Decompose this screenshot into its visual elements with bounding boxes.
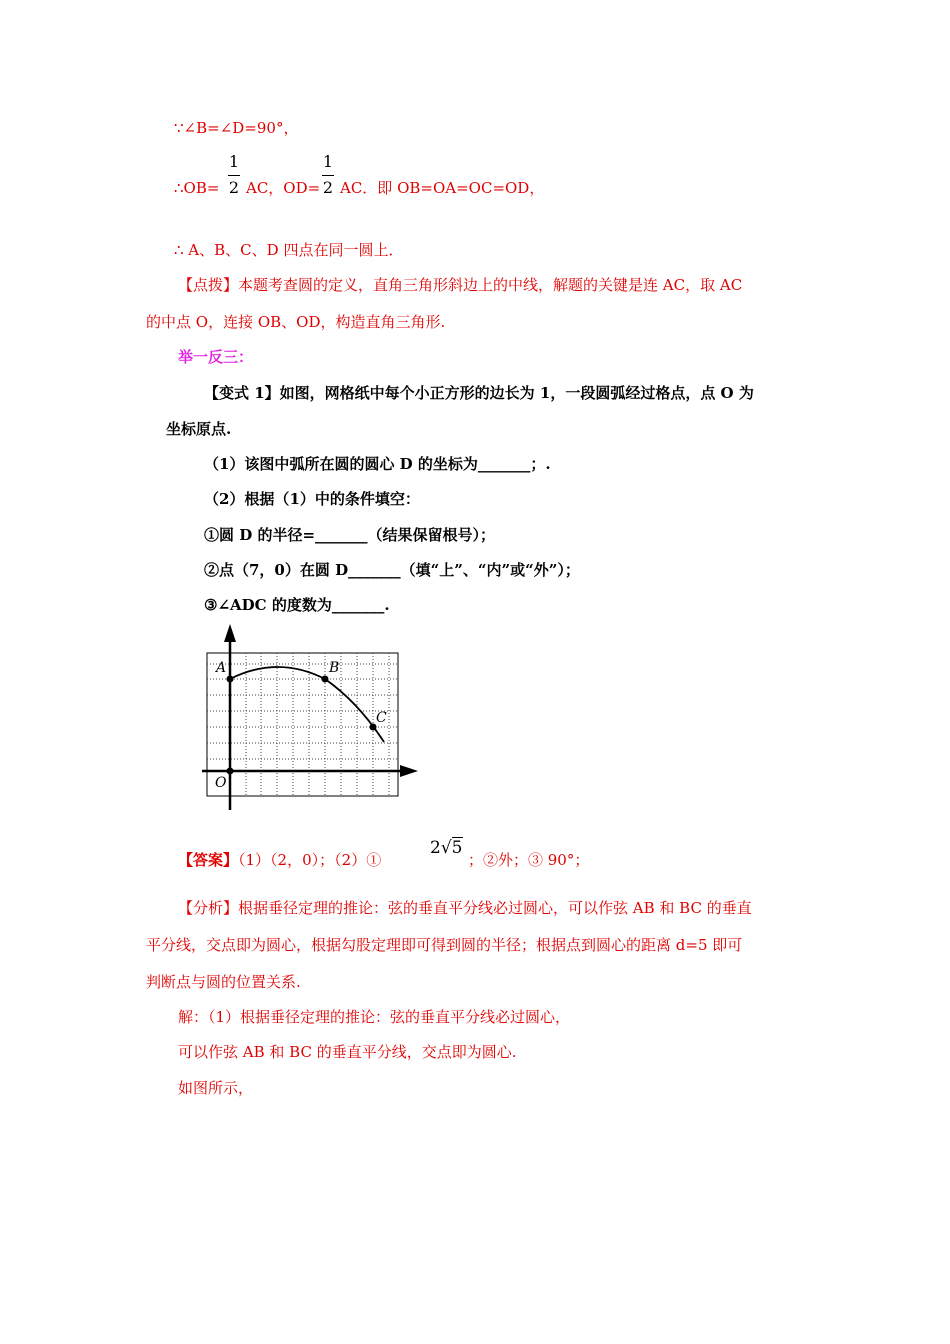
- y-axis-arrow: [224, 624, 236, 642]
- question-2: （2）根据（1）中的条件填空：: [204, 490, 420, 508]
- solution-line-1: 解：（1）根据垂径定理的推论：弦的垂直平分线必过圆心，: [178, 1008, 571, 1026]
- analysis-line-1: [178, 898, 752, 918]
- hint-text-1: 本题考查圆的定义，直角三角形斜边上的中线，解题的关键是连 AC，取 AC: [238, 276, 743, 294]
- analysis-line-2: 平分线，交点即为圆心，根据勾股定理即可得到圆的半径；根据点到圆心的距离 d=5 即可: [146, 936, 743, 954]
- answer-line: [178, 850, 381, 870]
- question-1: （1）该图中弧所在圆的圆心 D 的坐标为_______；.: [204, 455, 551, 473]
- label-a: A: [216, 660, 227, 676]
- proof-line-2c: AC．即 OB=OA=OC=OD，: [340, 179, 545, 197]
- answer-part-1: （1）（2，0）；（2）①: [238, 851, 382, 869]
- fraction-bar-2: [322, 175, 334, 176]
- answer-part-2: ；②外；③ 90°；: [468, 851, 590, 869]
- fraction-denominator-2: 2: [322, 178, 334, 197]
- sqrt-coefficient: 2: [430, 838, 441, 858]
- label-b: B: [329, 660, 340, 676]
- grid-arc-figure: [198, 620, 438, 815]
- variant-line-2: 坐标原点.: [166, 420, 232, 438]
- section-title: 举一反三：: [178, 348, 254, 366]
- answer-sqrt: [430, 838, 463, 858]
- grid-vertical-lines: [246, 653, 389, 796]
- sqrt-radical: √: [440, 838, 452, 858]
- point-b: [322, 676, 329, 683]
- fraction-denominator-1: 2: [228, 178, 240, 197]
- question-2c: ③∠ADC 的度数为_______.: [204, 596, 390, 614]
- question-2a: ①圆 D 的半径=_______（结果保留根号）；: [204, 526, 496, 544]
- hint-line-2: 的中点 O，连接 OB、OD，构造直角三角形.: [146, 313, 446, 331]
- point-o: [227, 768, 234, 775]
- grid-horizontal-lines: [207, 664, 398, 759]
- circle-arc: [230, 667, 384, 742]
- question-2b: ②点（7，0）在圆 D_______（填“上”、“内”或“外”）；: [204, 561, 580, 579]
- fraction-numerator-2: 1: [322, 152, 334, 171]
- analysis-line-3: 判断点与圆的位置关系.: [146, 973, 301, 991]
- label-o: O: [215, 775, 227, 791]
- variant-line-1: 【变式 1】如图，网格纸中每个小正方形的边长为 1，一段圆弧经过格点，点 O 为: [204, 384, 754, 402]
- hint-line-1: [178, 275, 742, 295]
- proof-line-2b: AC，OD=: [246, 179, 321, 197]
- fraction-bar-1: [228, 175, 240, 176]
- x-axis-arrow: [400, 765, 418, 777]
- analysis-tag: 【分析】: [178, 899, 239, 917]
- solution-line-3: 如图所示，: [178, 1079, 254, 1097]
- analysis-text-1: 根据垂径定理的推论：弦的垂直平分线必过圆心，可以作弦 AB 和 BC 的垂直: [238, 899, 752, 917]
- hint-tag: 【点拨】: [178, 276, 239, 294]
- proof-line-2a: ∴OB=: [174, 179, 220, 197]
- solution-line-2: 可以作弦 AB 和 BC 的垂直平分线，交点即为圆心.: [178, 1043, 517, 1061]
- point-a: [227, 676, 234, 683]
- sqrt-argument: 5: [451, 838, 463, 858]
- answer-tag: 【答案】: [178, 851, 239, 869]
- fraction-numerator-1: 1: [228, 152, 240, 171]
- grid-border: [207, 653, 398, 796]
- proof-line-3: ∴ A、B、C、D 四点在同一圆上．: [174, 241, 404, 259]
- label-c: C: [376, 710, 387, 726]
- proof-line-1: ∵∠B=∠D=90°，: [174, 119, 299, 137]
